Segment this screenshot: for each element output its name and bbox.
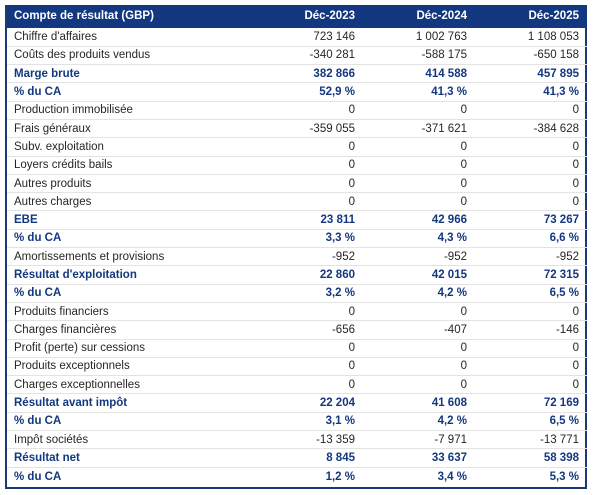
table-header xyxy=(7,5,587,28)
row-label: EBE xyxy=(7,211,251,229)
row-label: Autres charges xyxy=(7,193,251,211)
table-row xyxy=(7,376,587,394)
row-value-period-3: 41,3 % xyxy=(475,83,587,101)
row-label: % du CA xyxy=(14,470,62,483)
row-value-period-1: 3,2 % xyxy=(251,284,363,302)
row-value-period-2: 0 xyxy=(363,193,475,211)
row-value-period-3: 0 xyxy=(475,193,587,211)
row-value-period-3: 6,5 % xyxy=(475,412,587,430)
row-label: Charges financières xyxy=(7,321,251,339)
row-value-period-3: 0 xyxy=(475,156,587,174)
row-value-period-2: 0 xyxy=(363,302,475,320)
row-value-period-1: 22 860 xyxy=(251,266,363,284)
table-row xyxy=(7,412,587,430)
row-value-period-2: 4,3 % xyxy=(363,229,475,247)
row-value-period-2: 42 966 xyxy=(363,211,475,229)
table-row xyxy=(7,28,587,46)
row-value-period-3: -146 xyxy=(475,321,587,339)
row-label: Subv. exploitation xyxy=(7,138,251,156)
table-row xyxy=(7,302,587,320)
row-label: % du CA xyxy=(7,83,251,101)
row-label: Amortissements et provisions xyxy=(7,248,251,266)
row-label: Produits financiers xyxy=(7,302,251,320)
row-value-period-3: -952 xyxy=(475,248,587,266)
row-value-period-3: 0 xyxy=(475,101,587,119)
row-value-period-2: 4,2 % xyxy=(363,412,475,430)
row-value-period-3: -650 158 xyxy=(475,46,587,64)
table-row xyxy=(7,65,587,83)
table-row xyxy=(7,138,587,156)
row-label: Produits exceptionnels xyxy=(7,357,251,375)
row-value-period-3: 6,5 % xyxy=(475,284,587,302)
row-value-period-1: -340 281 xyxy=(251,46,363,64)
row-label: Frais généraux xyxy=(7,119,251,137)
row-label: % du CA xyxy=(7,412,251,430)
row-value-period-1: 0 xyxy=(251,138,363,156)
row-value-period-2: 0 xyxy=(363,339,475,357)
table-row xyxy=(7,449,587,467)
row-value-period-1: 52,9 % xyxy=(251,83,363,101)
row-value-period-1: 3,1 % xyxy=(251,412,363,430)
table-row xyxy=(7,394,587,412)
row-value-period-1: 8 845 xyxy=(251,449,363,467)
row-value-period-1: 22 204 xyxy=(251,394,363,412)
row-value-period-2: -588 175 xyxy=(363,46,475,64)
row-label: % du CA xyxy=(7,229,251,247)
row-value-period-2: 0 xyxy=(363,101,475,119)
table-row xyxy=(7,101,587,119)
table-row xyxy=(7,467,587,485)
row-value-period-3: -13 771 xyxy=(475,431,587,449)
row-value-period-3: 457 895 xyxy=(475,65,587,83)
row-value-period-3: 5,3 % xyxy=(549,470,579,483)
row-value-period-3: 1 108 053 xyxy=(475,28,587,46)
row-label: % du CA xyxy=(7,284,251,302)
header-cell-period-1: Déc-2023 xyxy=(251,5,363,28)
row-value-period-1: -359 055 xyxy=(251,119,363,137)
header-row xyxy=(7,5,587,28)
row-value-period-1: 0 xyxy=(251,376,363,394)
table-row xyxy=(7,229,587,247)
row-value-period-3: 73 267 xyxy=(475,211,587,229)
row-value-period-1: 0 xyxy=(251,339,363,357)
row-value-period-2: 414 588 xyxy=(363,65,475,83)
row-value-period-3: 0 xyxy=(475,302,587,320)
row-label: Loyers crédits bails xyxy=(7,156,251,174)
row-label: Profit (perte) sur cessions xyxy=(7,339,251,357)
row-value-period-2: 3,4 % xyxy=(437,470,467,483)
row-value-period-2: -407 xyxy=(363,321,475,339)
row-value-period-3: 6,6 % xyxy=(475,229,587,247)
table-row xyxy=(7,266,587,284)
table-body xyxy=(7,28,587,485)
table-row xyxy=(7,248,587,266)
table-row xyxy=(7,83,587,101)
row-value-period-3: 72 169 xyxy=(475,394,587,412)
row-label: Coûts des produits vendus xyxy=(7,46,251,64)
row-label: Résultat d'exploitation xyxy=(7,266,251,284)
row-value-period-1: 0 xyxy=(251,193,363,211)
row-value-period-1: 0 xyxy=(251,174,363,192)
row-value-period-2: 42 015 xyxy=(363,266,475,284)
row-value-period-3: -384 628 xyxy=(475,119,587,137)
row-value-period-2: 0 xyxy=(363,174,475,192)
row-value-period-1: -656 xyxy=(251,321,363,339)
row-value-period-2: -371 621 xyxy=(363,119,475,137)
row-label: Impôt sociétés xyxy=(7,431,251,449)
row-value-period-1: 1,2 % xyxy=(325,470,355,483)
row-value-period-1: 382 866 xyxy=(251,65,363,83)
table-row xyxy=(7,321,587,339)
row-value-period-3: 58 398 xyxy=(475,449,587,467)
row-label: Résultat net xyxy=(7,449,251,467)
table-row xyxy=(7,193,587,211)
row-value-period-1: 0 xyxy=(251,357,363,375)
row-value-period-1: 3,3 % xyxy=(251,229,363,247)
row-value-period-1: 723 146 xyxy=(251,28,363,46)
row-value-period-3: 72 315 xyxy=(475,266,587,284)
row-value-period-3: 0 xyxy=(475,138,587,156)
row-value-period-1: 0 xyxy=(251,156,363,174)
row-label: Autres produits xyxy=(7,174,251,192)
row-label: Charges exceptionnelles xyxy=(7,376,251,394)
row-value-period-3: 0 xyxy=(475,376,587,394)
row-value-period-1: -952 xyxy=(251,248,363,266)
row-value-period-3: 0 xyxy=(475,174,587,192)
table-row xyxy=(7,174,587,192)
row-label: Marge brute xyxy=(7,65,251,83)
row-value-period-2: -7 971 xyxy=(363,431,475,449)
table-row xyxy=(7,284,587,302)
row-value-period-2: 41,3 % xyxy=(363,83,475,101)
row-value-period-3: 0 xyxy=(475,357,587,375)
row-value-period-1: 23 811 xyxy=(251,211,363,229)
table-row xyxy=(7,339,587,357)
row-value-period-1: 0 xyxy=(251,101,363,119)
table-row xyxy=(7,156,587,174)
row-value-period-2: 33 637 xyxy=(363,449,475,467)
table-row xyxy=(7,357,587,375)
income-statement-panel xyxy=(5,5,587,489)
table-row xyxy=(7,431,587,449)
table-row xyxy=(7,119,587,137)
row-value-period-2: 4,2 % xyxy=(363,284,475,302)
header-cell-period-2: Déc-2024 xyxy=(363,5,475,28)
row-value-period-2: 41 608 xyxy=(363,394,475,412)
income-statement-table xyxy=(7,5,587,485)
table-row xyxy=(7,211,587,229)
row-value-period-2: 0 xyxy=(363,357,475,375)
header-cell-label: Compte de résultat (GBP) xyxy=(7,5,251,28)
row-value-period-2: 0 xyxy=(363,138,475,156)
row-label: Résultat avant impôt xyxy=(7,394,251,412)
row-label: Production immobilisée xyxy=(7,101,251,119)
row-value-period-2: 0 xyxy=(363,156,475,174)
row-value-period-1: 0 xyxy=(251,302,363,320)
row-value-period-2: 1 002 763 xyxy=(363,28,475,46)
row-label: Chiffre d'affaires xyxy=(7,28,251,46)
table-row xyxy=(7,46,587,64)
row-value-period-2: -952 xyxy=(363,248,475,266)
row-value-period-3: 0 xyxy=(475,339,587,357)
row-value-period-2: 0 xyxy=(363,376,475,394)
header-cell-period-3: Déc-2025 xyxy=(475,5,587,28)
row-value-period-1: -13 359 xyxy=(251,431,363,449)
